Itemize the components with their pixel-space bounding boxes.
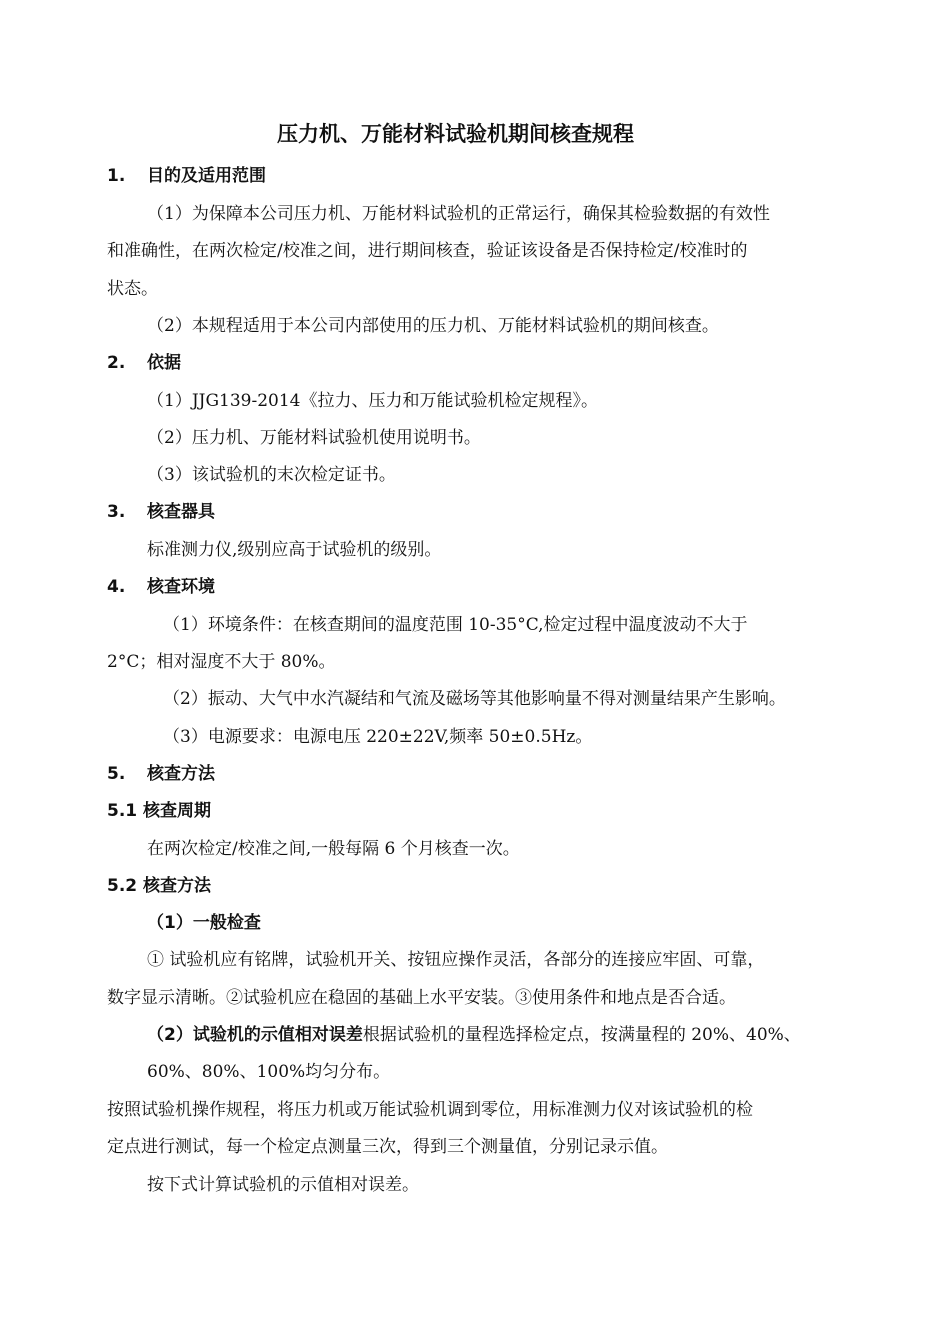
section-1-paragraph-1-line-3: 状态。 xyxy=(107,279,158,299)
section-2-item-1: （1）JJG139-2014《拉力、压力和万能试验机检定规程》。 xyxy=(147,391,598,411)
section-5-title: 核查方法 xyxy=(147,764,215,784)
section-1-paragraph-1-line-1: （1）为保障本公司压力机、万能材料试验机的正常运行，确保其检验数据的有效性 xyxy=(147,204,770,224)
section-2-item-2: （2）压力机、万能材料试验机使用说明书。 xyxy=(147,428,481,448)
section-5-1-paragraph: 在两次检定/校准之间,一般每隔 6 个月核查一次。 xyxy=(147,839,520,859)
section-1-paragraph-2: （2）本规程适用于本公司内部使用的压力机、万能材料试验机的期间核查。 xyxy=(147,316,719,336)
section-5-2-subheading-2: （2）试验机的示值相对误差 xyxy=(147,1025,363,1045)
section-2-number: 2. xyxy=(107,353,126,373)
section-4-title: 核查环境 xyxy=(147,577,215,597)
section-5-number: 5. xyxy=(107,764,126,784)
section-3-heading xyxy=(107,501,215,523)
section-1-paragraph-1-line-2: 和准确性，在两次检定/校准之间，进行期间核查，验证该设备是否保持检定/校准时的 xyxy=(107,241,748,261)
section-5-2-paragraph-2-line-1 xyxy=(147,1024,801,1046)
section-5-2-paragraph-3-line-2: 定点进行测试，每一个检定点测量三次，得到三个测量值，分别记录示值。 xyxy=(107,1137,668,1157)
section-5-heading xyxy=(107,763,215,785)
section-5-2-heading: 5.2 核查方法 xyxy=(107,876,212,896)
section-1-heading xyxy=(107,165,266,187)
section-3-paragraph: 标准测力仪,级别应高于试验机的级别。 xyxy=(147,540,442,560)
section-5-2-paragraph-1-line-1: ① 试验机应有铭牌，试验机开关、按钮应操作灵活，各部分的连接应牢固、可靠， xyxy=(147,950,765,970)
section-1-number: 1. xyxy=(107,166,126,186)
section-5-2-paragraph-1-line-2: 数字显示清晰。②试验机应在稳固的基础上水平安装。③使用条件和地点是否合适。 xyxy=(107,988,736,1008)
section-3-number: 3. xyxy=(107,502,126,522)
section-1-title: 目的及适用范围 xyxy=(147,166,266,186)
section-2-title: 依据 xyxy=(147,353,181,373)
section-5-2-paragraph-2-line-2: 60%、80%、100%均匀分布。 xyxy=(147,1062,391,1082)
section-2-item-3: （3）该试验机的末次检定证书。 xyxy=(147,465,396,485)
section-4-item-1-line-2: 2°C；相对湿度不大于 80%。 xyxy=(107,652,336,672)
section-5-2-paragraph-4: 按下式计算试验机的示值相对误差。 xyxy=(147,1175,419,1195)
section-4-item-1-line-1: （1）环境条件：在核查期间的温度范围 10-35°C,检定过程中温度波动不大于 xyxy=(163,615,748,635)
section-5-2-paragraph-2-text: 根据试验机的量程选择检定点，按满量程的 20%、40%、 xyxy=(362,1025,801,1045)
section-5-2-paragraph-3-line-1: 按照试验机操作规程，将压力机或万能试验机调到零位，用标准测力仪对该试验机的检 xyxy=(107,1100,753,1120)
section-4-item-3: （3）电源要求：电源电压 220±22V,频率 50±0.5Hz。 xyxy=(163,727,593,747)
section-4-item-2: （2）振动、大气中水汽凝结和气流及磁场等其他影响量不得对测量结果产生影响。 xyxy=(163,689,786,709)
section-4-heading xyxy=(107,576,215,598)
section-5-2-subheading-1: （1）一般检查 xyxy=(147,913,261,933)
section-2-heading xyxy=(107,352,181,374)
section-3-title: 核查器具 xyxy=(147,502,215,522)
page-title: 压力机、万能材料试验机期间核查规程 xyxy=(277,122,634,146)
section-5-1-heading: 5.1 核查周期 xyxy=(107,801,212,821)
section-4-number: 4. xyxy=(107,577,126,597)
